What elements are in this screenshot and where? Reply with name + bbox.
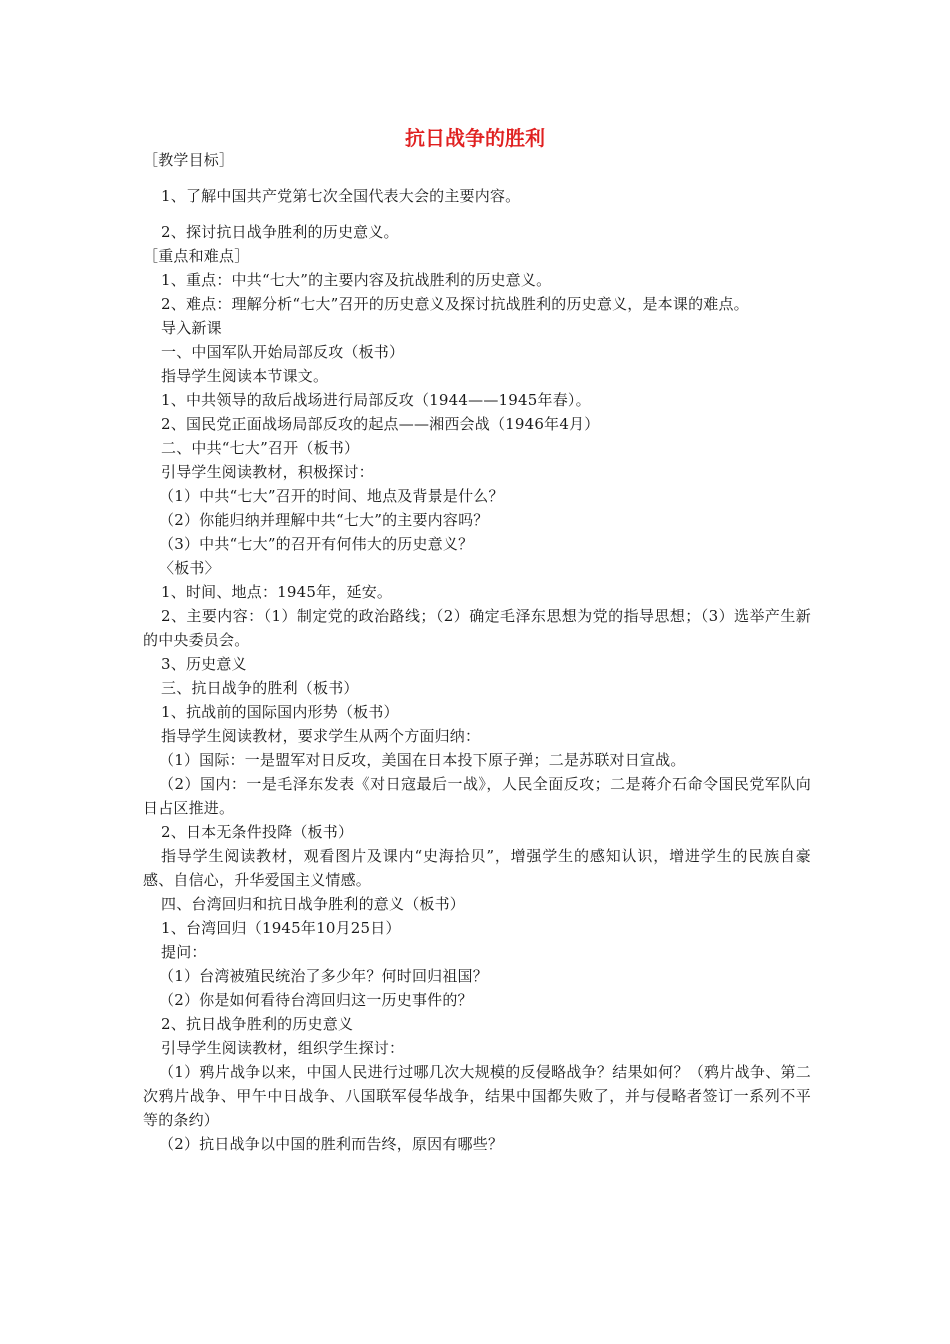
text-line: 引导学生阅读教材，组织学生探讨： bbox=[161, 1039, 405, 1057]
text-line: 2、日本无条件投降（板书） bbox=[161, 823, 354, 841]
text-line: 1、时间、地点：1945年，延安。 bbox=[161, 583, 393, 601]
text-line: 〈板书〉 bbox=[159, 559, 220, 577]
text-line: 2、主要内容：（1）制定党的政治路线；（2）确定毛泽东思想为党的指导思想；（3）选举产生新的中央委员会。 bbox=[143, 607, 811, 649]
text-line: （2）你是如何看待台湾回归这一历史事件的？ bbox=[159, 991, 473, 1009]
text-line: （2）你能归纳并理解中共“七大”的主要内容吗？ bbox=[159, 511, 489, 529]
text-line: 1、了解中国共产党第七次全国代表大会的主要内容。 bbox=[161, 187, 521, 205]
text-line: 3、历史意义 bbox=[161, 655, 247, 673]
text-line: （1）台湾被殖民统治了多少年？何时回归祖国？ bbox=[159, 967, 488, 985]
text-line: （2）抗日战争以中国的胜利而告终，原因有哪些？ bbox=[159, 1135, 504, 1153]
text-line: 指导学生阅读教材，观看图片及课内“史海拾贝”，增强学生的感知认识，增进学生的民族自豪感、自信心，升华爱国主义情感。 bbox=[143, 847, 811, 889]
text-line: 1、台湾回归（1945年10月25日） bbox=[161, 919, 401, 937]
text-line: 指导学生阅读教材，要求学生从两个方面归纳： bbox=[161, 727, 481, 745]
text-line: ［教学目标］ bbox=[143, 151, 235, 169]
page-title: 抗日战争的胜利 bbox=[405, 126, 545, 150]
text-line: 三、抗日战争的胜利（板书） bbox=[161, 679, 359, 697]
text-line: （2）国内：一是毛泽东发表《对日寇最后一战》，人民全面反攻；二是蒋介石命令国民党军队向日占区推进。 bbox=[143, 775, 811, 817]
text-line: 引导学生阅读教材，积极探讨： bbox=[161, 463, 374, 481]
text-line: 四、台湾回归和抗日战争胜利的意义（板书） bbox=[161, 895, 466, 913]
text-line: 1、中共领导的敌后战场进行局部反攻（1944——1945年春）。 bbox=[161, 391, 591, 409]
text-line: （3）中共“七大”的召开有何伟大的历史意义？ bbox=[159, 535, 474, 553]
text-line: 2、探讨抗日战争胜利的历史意义。 bbox=[161, 223, 399, 241]
document-body bbox=[143, 148, 811, 1156]
text-line: 2、国民党正面战场局部反攻的起点——湘西会战（1946年4月） bbox=[161, 415, 600, 433]
text-line: 2、难点：理解分析“七大”召开的历史意义及探讨抗战胜利的历史意义，是本课的难点。 bbox=[161, 295, 749, 313]
text-line: 提问： bbox=[161, 943, 207, 961]
text-line: 二、中共“七大”召开（板书） bbox=[161, 439, 360, 457]
text-line: 导入新课 bbox=[161, 319, 222, 337]
text-line: 1、重点：中共“七大”的主要内容及抗战胜利的历史意义。 bbox=[161, 271, 552, 289]
text-line: （1）鸦片战争以来，中国人民进行过哪几次大规模的反侵略战争？结果如何？（鸦片战争、第二次鸦片战争、甲午中日战争、八国联军侵华战争，结果中国都失败了，并与侵略者签订一系列不平等的条约） bbox=[143, 1063, 811, 1129]
text-line: 1、抗战前的国际国内形势（板书） bbox=[161, 703, 399, 721]
text-line: 指导学生阅读本节课文。 bbox=[161, 367, 329, 385]
text-line: 2、抗日战争胜利的历史意义 bbox=[161, 1015, 354, 1033]
text-line: （1）中共“七大”召开的时间、地点及背景是什么？ bbox=[159, 487, 504, 505]
text-line: 一、中国军队开始局部反攻（板书） bbox=[161, 343, 405, 361]
text-line: ［重点和难点］ bbox=[143, 247, 250, 265]
text-line: （1）国际：一是盟军对日反攻，美国在日本投下原子弹；二是苏联对日宣战。 bbox=[159, 751, 686, 769]
